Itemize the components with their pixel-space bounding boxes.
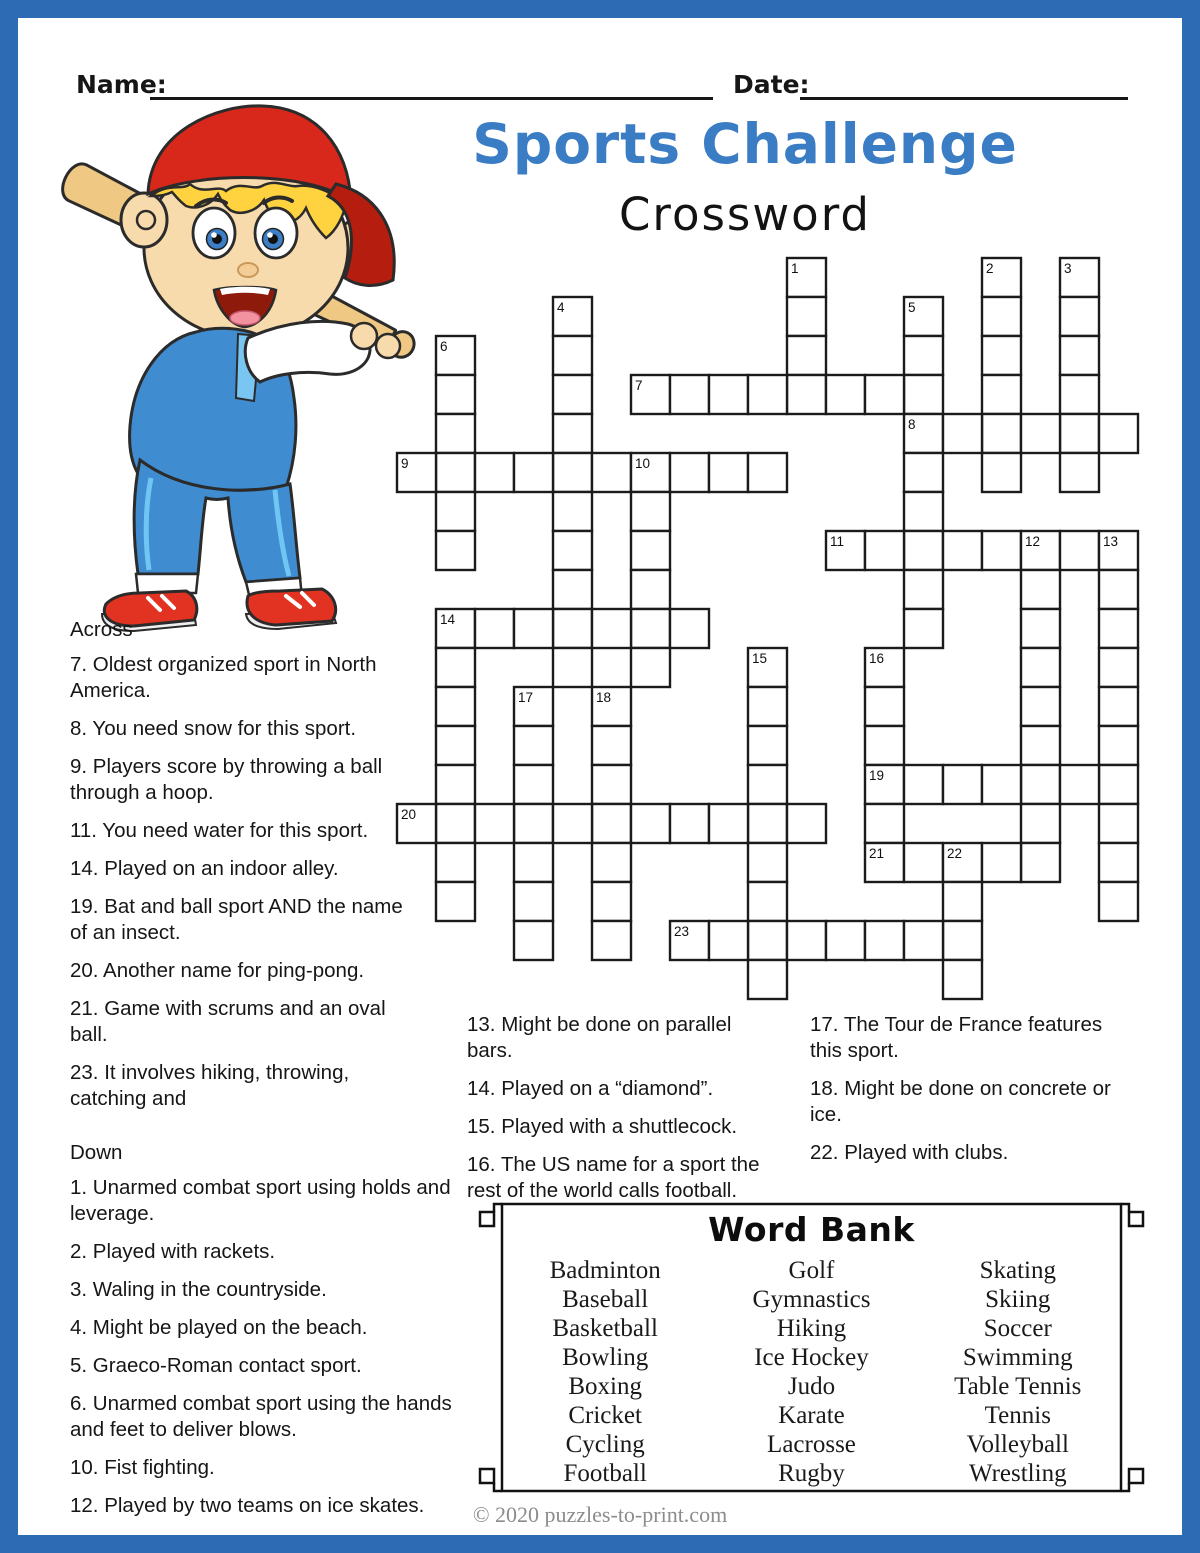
crossword-cell[interactable] [670, 453, 709, 492]
crossword-grid[interactable] [395, 256, 1141, 1002]
across-clue: 7. Oldest organized sport in North America. [70, 653, 377, 702]
crossword-cell[interactable] [904, 765, 943, 804]
down-clue-list-2 [467, 1012, 775, 1204]
crossword-cell[interactable] [1021, 843, 1060, 882]
word-bank-word: Boxing [568, 1373, 642, 1400]
crossword-cell-number: 8 [908, 417, 916, 432]
crossword-cell[interactable] [553, 492, 592, 531]
word-bank-word: Badminton [549, 1257, 661, 1284]
word-bank-word: Volleyball [966, 1431, 1069, 1458]
crossword-cell[interactable] [436, 843, 475, 882]
word-bank-word: Skating [979, 1257, 1056, 1284]
crossword-cell[interactable] [436, 375, 475, 414]
crossword-cell-number: 16 [869, 651, 885, 666]
crossword-cell[interactable] [514, 453, 553, 492]
boy-nose [238, 263, 258, 277]
crossword-cell[interactable] [1099, 648, 1138, 687]
crossword-cell[interactable] [904, 921, 943, 960]
crossword-cell[interactable] [1099, 609, 1138, 648]
crossword-cell[interactable] [670, 375, 709, 414]
crossword-cell-number: 6 [440, 339, 448, 354]
crossword-cell[interactable] [514, 882, 553, 921]
crossword-cell[interactable] [904, 531, 943, 570]
crossword-cell-number: 21 [869, 846, 885, 861]
crossword-cell[interactable] [1021, 609, 1060, 648]
crossword-cell[interactable] [748, 765, 787, 804]
crossword-cell-number: 20 [401, 807, 417, 822]
crossword-cell[interactable] [709, 375, 748, 414]
across-clue-list [70, 652, 415, 1112]
crossword-cell[interactable] [553, 531, 592, 570]
crossword-cell-number: 17 [518, 690, 534, 705]
crossword-cell[interactable] [631, 531, 670, 570]
crossword-cell[interactable] [787, 336, 826, 375]
crossword-cell[interactable] [436, 648, 475, 687]
crossword-cell[interactable] [748, 843, 787, 882]
word-bank-word: Hiking [776, 1315, 847, 1342]
crossword-cell[interactable] [475, 804, 514, 843]
boy-ear-left [121, 193, 167, 247]
crossword-cell[interactable] [592, 804, 631, 843]
crossword-cell[interactable] [514, 765, 553, 804]
crossword-cell[interactable] [1099, 726, 1138, 765]
crossword-cell[interactable] [592, 843, 631, 882]
crossword-cell-number: 5 [908, 300, 916, 315]
word-bank-word: Baseball [562, 1286, 649, 1313]
crossword-cell[interactable] [982, 453, 1021, 492]
down-clue: 6. Unarmed combat sport using the hands and feet to deliver blows. [70, 1392, 452, 1441]
word-bank-column-3 [915, 1256, 1121, 1488]
footer-credit: © 2020 puzzles-to-print.com [472, 1502, 728, 1527]
word-bank-word: Golf [788, 1257, 835, 1284]
crossword-cell-number: 2 [986, 261, 994, 276]
crossword-cell[interactable] [787, 804, 826, 843]
down-clue: 15. Played with a shuttlecock. [467, 1115, 738, 1138]
word-bank-column-1 [502, 1256, 708, 1488]
crossword-cell[interactable] [553, 375, 592, 414]
crossword-cell[interactable] [1021, 414, 1060, 453]
crossword-cell[interactable] [553, 570, 592, 609]
across-clue: 20. Another name for ping-pong. [70, 959, 365, 982]
crossword-cell-number: 13 [1103, 534, 1119, 549]
word-bank-word: Rugby [778, 1460, 845, 1487]
page-title: Sports Challenge [472, 112, 1018, 176]
crossword-cell[interactable] [748, 687, 787, 726]
date-line[interactable] [800, 97, 1128, 100]
crossword-cell[interactable] [553, 453, 592, 492]
crossword-cell[interactable] [1099, 570, 1138, 609]
down-clue: 18. Might be done on concrete or ice. [810, 1077, 1111, 1126]
page-subtitle: Crossword [619, 188, 871, 241]
crossword-cell[interactable] [631, 492, 670, 531]
crossword-cell[interactable] [904, 453, 943, 492]
crossword-cell[interactable] [1060, 375, 1099, 414]
crossword-cell[interactable] [436, 414, 475, 453]
down-clue: 14. Played on a “diamond”. [467, 1077, 714, 1100]
down-clues-middle-column [467, 1012, 775, 1216]
crossword-cell[interactable] [1021, 804, 1060, 843]
word-bank-word: Cycling [565, 1431, 645, 1458]
word-bank-word: Football [563, 1460, 647, 1487]
word-bank-word: Skiing [985, 1286, 1051, 1313]
crossword-cell[interactable] [709, 804, 748, 843]
crossword-cell[interactable] [826, 375, 865, 414]
crossword-cell[interactable] [982, 531, 1021, 570]
word-bank-column-2 [708, 1256, 914, 1488]
crossword-cell[interactable] [709, 921, 748, 960]
crossword-cell[interactable] [787, 297, 826, 336]
down-clues-section [70, 1140, 475, 1531]
crossword-cell[interactable] [514, 609, 553, 648]
crossword-cell[interactable] [475, 453, 514, 492]
name-label: Name: [76, 70, 167, 99]
crossword-cell[interactable] [631, 570, 670, 609]
crossword-cell[interactable] [1099, 687, 1138, 726]
crossword-cell[interactable] [475, 609, 514, 648]
crossword-cell[interactable] [982, 336, 1021, 375]
crossword-cell[interactable] [943, 882, 982, 921]
crossword-cell[interactable] [553, 609, 592, 648]
crossword-cell[interactable] [631, 804, 670, 843]
crossword-cell-number: 22 [947, 846, 963, 861]
crossword-cell[interactable] [982, 414, 1021, 453]
down-clue: 10. Fist fighting. [70, 1456, 215, 1479]
across-clue: 9. Players score by throwing a ball through a hoop. [70, 755, 383, 804]
word-bank-title: Word Bank [708, 1210, 915, 1249]
word-bank [502, 1256, 1121, 1488]
crossword-cell[interactable] [1021, 687, 1060, 726]
crossword-cell[interactable] [436, 531, 475, 570]
crossword-cell[interactable] [436, 687, 475, 726]
word-bank-word: Swimming [962, 1344, 1073, 1371]
crossword-cell[interactable] [865, 687, 904, 726]
crossword-cell[interactable] [904, 492, 943, 531]
crossword-cell-number: 11 [830, 534, 845, 549]
down-clue: 17. The Tour de France features this sport. [810, 1013, 1103, 1062]
down-clue: 3. Waling in the countryside. [70, 1278, 327, 1301]
crossword-cell-number: 23 [674, 924, 690, 939]
crossword-cell[interactable] [514, 726, 553, 765]
crossword-cell[interactable] [1099, 765, 1138, 804]
crossword-cell[interactable] [904, 375, 943, 414]
down-clue: 1. Unarmed combat sport using holds and leverage. [70, 1176, 451, 1225]
word-bank-word: Table Tennis [954, 1373, 1082, 1400]
crossword-cell[interactable] [943, 531, 982, 570]
crossword-cell-number: 1 [791, 261, 799, 276]
crossword-cell[interactable] [1099, 414, 1138, 453]
crossword-cell[interactable] [748, 921, 787, 960]
down-clue: 4. Might be played on the beach. [70, 1316, 368, 1339]
crossword-cell[interactable] [982, 765, 1021, 804]
crossword-cell-number: 9 [401, 456, 409, 471]
word-bank-word: Wrestling [968, 1460, 1067, 1487]
crossword-cell[interactable] [748, 804, 787, 843]
crossword-cell[interactable] [1060, 297, 1099, 336]
date-label: Date: [733, 70, 810, 99]
crossword-cell[interactable] [592, 921, 631, 960]
word-bank-word: Tennis [984, 1402, 1051, 1429]
crossword-cell[interactable] [1060, 453, 1099, 492]
crossword-cell[interactable] [514, 843, 553, 882]
crossword-cell[interactable] [865, 921, 904, 960]
crossword-cell[interactable] [631, 648, 670, 687]
crossword-cell-number: 10 [635, 456, 651, 471]
crossword-cell[interactable] [592, 765, 631, 804]
across-clue: 8. You need snow for this sport. [70, 717, 357, 740]
crossword-cell-number: 3 [1064, 261, 1072, 276]
crossword-cell[interactable] [1099, 804, 1138, 843]
across-clue: 19. Bat and ball sport AND the name of an insect. [70, 895, 403, 944]
crossword-cell[interactable] [514, 921, 553, 960]
word-bank-word: Judo [787, 1373, 836, 1400]
crossword-cell[interactable] [514, 804, 553, 843]
crossword-cell[interactable] [748, 726, 787, 765]
crossword-cell[interactable] [631, 609, 670, 648]
crossword-cell[interactable] [553, 804, 592, 843]
down-clue-list-1 [70, 1175, 475, 1519]
crossword-cell-number: 18 [596, 690, 612, 705]
crossword-cell[interactable] [904, 609, 943, 648]
word-bank-word: Cricket [568, 1402, 642, 1429]
crossword-cell[interactable] [1060, 531, 1099, 570]
crossword-cell[interactable] [943, 960, 982, 999]
crossword-cell[interactable] [1021, 765, 1060, 804]
crossword-cell[interactable] [670, 804, 709, 843]
across-clues-section [70, 617, 415, 1124]
crossword-cell[interactable] [943, 921, 982, 960]
down-clue-list-3 [810, 1012, 1118, 1166]
boy-illustration [48, 96, 446, 636]
crossword-cell[interactable] [436, 765, 475, 804]
across-clue: 14. Played on an indoor alley. [70, 857, 339, 880]
crossword-cell[interactable] [553, 414, 592, 453]
down-clue: 5. Graeco-Roman contact sport. [70, 1354, 362, 1377]
crossword-cell-number: 12 [1025, 534, 1041, 549]
crossword-cell[interactable] [787, 921, 826, 960]
crossword-cell[interactable] [1060, 765, 1099, 804]
crossword-cell[interactable] [787, 375, 826, 414]
crossword-cell[interactable] [436, 726, 475, 765]
crossword-cell[interactable] [553, 336, 592, 375]
down-heading: Down [70, 1141, 123, 1164]
across-heading: Across [70, 618, 133, 641]
crossword-cell[interactable] [670, 609, 709, 648]
crossword-cell-number: 14 [440, 612, 456, 627]
down-clue: 12. Played by two teams on ice skates. [70, 1494, 425, 1517]
crossword-cell[interactable] [865, 804, 904, 843]
across-clue: 11. You need water for this sport. [70, 819, 369, 842]
crossword-cell[interactable] [1060, 414, 1099, 453]
crossword-cell[interactable] [748, 453, 787, 492]
down-clues-right-column [810, 1012, 1118, 1178]
crossword-cell[interactable] [904, 843, 943, 882]
crossword-cell[interactable] [904, 336, 943, 375]
crossword-cell[interactable] [436, 453, 475, 492]
crossword-cell[interactable] [1021, 648, 1060, 687]
across-clue: 21. Game with scrums and an oval ball. [70, 997, 386, 1046]
crossword-cell[interactable] [1099, 882, 1138, 921]
crossword-cell-number: 7 [635, 378, 643, 393]
crossword-cell[interactable] [748, 882, 787, 921]
crossword-cell[interactable] [592, 453, 631, 492]
down-clue: 2. Played with rackets. [70, 1240, 276, 1263]
crossword-cell[interactable] [943, 765, 982, 804]
word-bank-word: Lacrosse [767, 1431, 856, 1458]
down-clue: 22. Played with clubs. [810, 1141, 1009, 1164]
crossword-cell-number: 4 [557, 300, 565, 315]
crossword-cell-number: 19 [869, 768, 885, 783]
crossword-cell[interactable] [943, 414, 982, 453]
crossword-cell[interactable] [592, 882, 631, 921]
crossword-cell[interactable] [436, 804, 475, 843]
word-bank-word: Bowling [562, 1344, 649, 1371]
crossword-cell[interactable] [592, 726, 631, 765]
crossword-cell[interactable] [865, 726, 904, 765]
crossword-cell[interactable] [748, 375, 787, 414]
word-bank-word: Ice Hockey [754, 1344, 869, 1371]
crossword-cell[interactable] [982, 843, 1021, 882]
crossword-cell[interactable] [436, 882, 475, 921]
crossword-cell[interactable] [865, 375, 904, 414]
crossword-cell[interactable] [592, 609, 631, 648]
crossword-cell[interactable] [436, 492, 475, 531]
crossword-cell[interactable] [748, 960, 787, 999]
crossword-cell[interactable] [1099, 843, 1138, 882]
crossword-cell[interactable] [1021, 570, 1060, 609]
word-bank-word: Basketball [552, 1315, 658, 1342]
crossword-cell[interactable] [709, 453, 748, 492]
crossword-cell[interactable] [982, 375, 1021, 414]
crossword-cell[interactable] [553, 648, 592, 687]
down-clue: 13. Might be done on parallel bars. [467, 1013, 732, 1062]
boy-hand [351, 323, 377, 349]
crossword-cell[interactable] [1021, 726, 1060, 765]
crossword-cell[interactable] [904, 570, 943, 609]
crossword-cell-number: 15 [752, 651, 768, 666]
crossword-cell[interactable] [982, 297, 1021, 336]
crossword-cell[interactable] [1060, 336, 1099, 375]
word-bank-word: Gymnastics [752, 1286, 871, 1313]
word-bank-word: Karate [778, 1402, 845, 1429]
crossword-cell[interactable] [865, 531, 904, 570]
crossword-cell[interactable] [826, 921, 865, 960]
word-bank-word: Soccer [983, 1315, 1052, 1342]
across-clue: 23. It involves hiking, throwing, catching and [70, 1061, 350, 1110]
down-clue: 16. The US name for a sport the rest of the world calls football. [467, 1153, 760, 1202]
